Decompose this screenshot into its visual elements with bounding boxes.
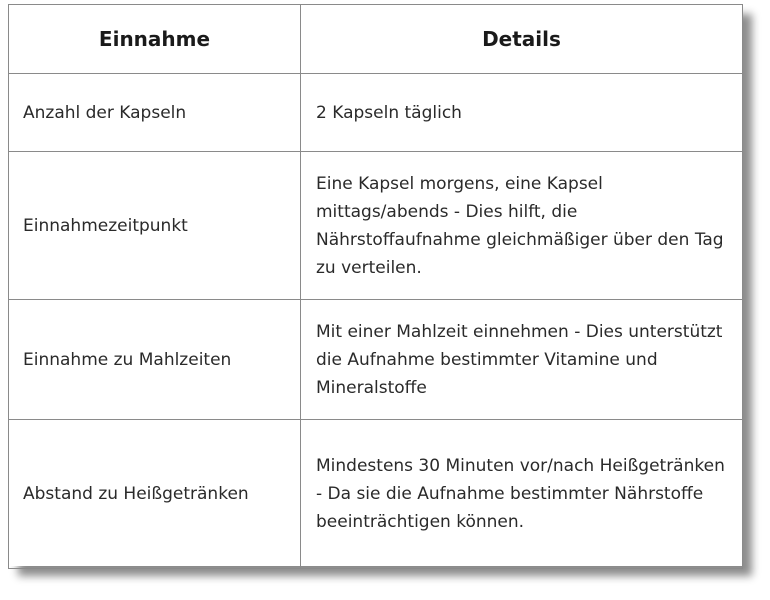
table-row <box>9 74 743 152</box>
intake-table <box>8 4 743 569</box>
table-header-row <box>9 5 743 74</box>
cell-einnahme: Abstand zu Heißgetränken <box>9 420 301 569</box>
cell-einnahme: Einnahmezeitpunkt <box>9 152 301 300</box>
column-header-details: Details <box>301 5 743 74</box>
cell-details: 2 Kapseln täglich <box>301 74 743 152</box>
table-row <box>9 152 743 300</box>
cell-details: Eine Kapsel morgens, eine Kapsel mittags/abends - Dies hilft, die Nährstoffaufnahme gleichmäßiger über den Tag zu verteilen. <box>301 152 743 300</box>
table-row <box>9 420 743 569</box>
cell-details: Mit einer Mahlzeit einnehmen - Dies unterstützt die Aufnahme bestimmter Vitamine und Mineralstoffe <box>301 300 743 420</box>
cell-details: Mindestens 30 Minuten vor/nach Heißgetränken - Da sie die Aufnahme bestimmter Nährstoffe beeinträchtigen können. <box>301 420 743 569</box>
cell-einnahme: Anzahl der Kapseln <box>9 74 301 152</box>
cell-einnahme: Einnahme zu Mahlzeiten <box>9 300 301 420</box>
column-header-einnahme: Einnahme <box>9 5 301 74</box>
intake-table-container <box>8 4 742 566</box>
table-row <box>9 300 743 420</box>
